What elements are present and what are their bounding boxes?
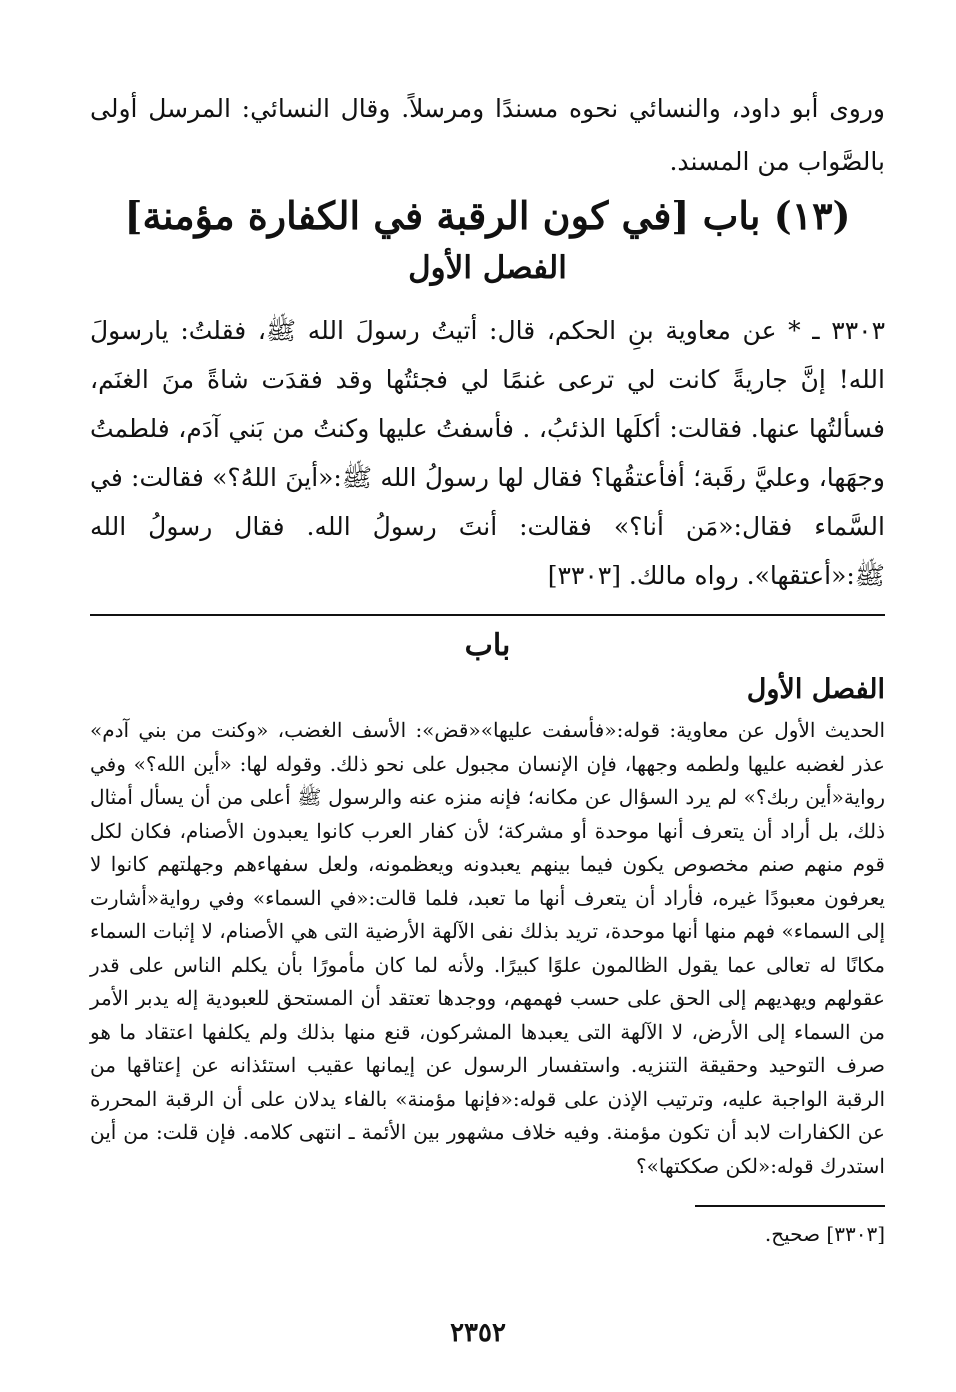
commentary-heading: باب xyxy=(464,628,511,663)
commentary-paragraph: الحديث الأول عن معاوية: قوله:«فأسفت عليها»«قض»: الأسف الغضب، «وكنت من بني آدم» عذر لغضبه عليها ولطمه وجهها، فإن الإنسان مجبول على نحو ذلك. وقوله لها: «أين الله؟» وفي رواية«أين ربك؟» لم يرد السؤال عن مكانه؛ فإنه منزه عنه والرسول ﷺ أعلى من أن يسأل أمثال ذلك، بل أراد أن يتعرف أنها موحدة أو مشركة؛ لأن كفار العرب كانوا يعبدون الأصنام، فكان لكل قوم منهم صنم مخصوص يكون فيما بينهم يعبدونه ويعظمونه، ولعل سفهاءهم وجهلتهم كانوا لا يعرفون معبودًا غيره، فأراد أن يتعرف أنها ما تعبد، فلما قالت:«في السماء» وفي رواية«أشارت إلى السماء» فهم منها أنها موحدة، تريد بذلك نفى الآلهة الأرضية التى هي الأصنام، لا إثبات السماء مكانًا له تعالى عما يقول الظالمون علوًا كبيرًا. ولأنه لما كان مأمورًا بأن يكلم الناس على قدر عقولهم ويهديهم إلى الحق على حسب فهمهم، ووجدها تعتقد أن المستحق للعبودية إله يدبر الأمر من السماء إلى الأرض، لا الآلهة التى يعبدها المشركون، قنع منها بذلك ولم يكلفها اعتقاد ما هو صرف التوحيد وحقيقة التنزيه. واستفسار الرسول عن إيمانها عقيب استئذانه عن إعتاقها من الرقبة الواجبة عليه، وترتيب الإذن على قوله:«فإنها مؤمنة» بالفاء يدلان على أن الرقبة المحررة عن الكفارات لابد أن تكون مؤمنة. وفيه خلاف مشهور بين الأئمة ـ انتهى كلامه. فإن قلت: من أين استدرك قوله:«لكن صككتها»؟ xyxy=(90,718,885,1178)
document-page xyxy=(90,82,885,1372)
section-divider xyxy=(90,614,885,616)
footnote: [٣٣٠٣] صحيح. xyxy=(764,1222,885,1246)
chapter-title: (١٣) باب [في كون الرقبة في الكفارة مؤمنة] xyxy=(124,193,851,238)
page-number: ٢٣٥٢ xyxy=(450,1318,506,1348)
hadith-paragraph: ٣٣٠٣ ـ * عن معاوية بنِ الحكم، قال: أتيتُ رسولَ الله ﷺ، فقلتُ: يارسولَ الله! إنَّ جاريةً كانت لي ترعى غنمًا لي فجئتُها وقد فقدَت شاةً منَ الغنَم، فسألتُها عنها. فقالت: أكلَها الذئبُ، . فأسفتُ عليها وكنتُ من بَني آدَم، فلطمتُ وجهَها، وعليَّ رقَبة؛ أفأعتقُها؟ فقال لها رسولُ الله ﷺ:«أينَ اللهُ؟» فقالت: في السَّماء فقال:«مَن أنا؟» فقالت: أنتَ رسولُ الله. فقال رسولُ الله ﷺ:«أعتقها». رواه مالك. [٣٣٠٣] xyxy=(90,316,885,590)
commentary-section-title: الفصل الأول xyxy=(746,674,885,705)
footnote-divider xyxy=(695,1205,885,1207)
section-title: الفصل الأول xyxy=(408,250,567,286)
intro-paragraph: وروى أبو داود، والنسائي نحوه مسندًا ومرسلاً. وقال النسائي: المرسل أولى بالصَّواب من المسند. xyxy=(90,94,885,176)
